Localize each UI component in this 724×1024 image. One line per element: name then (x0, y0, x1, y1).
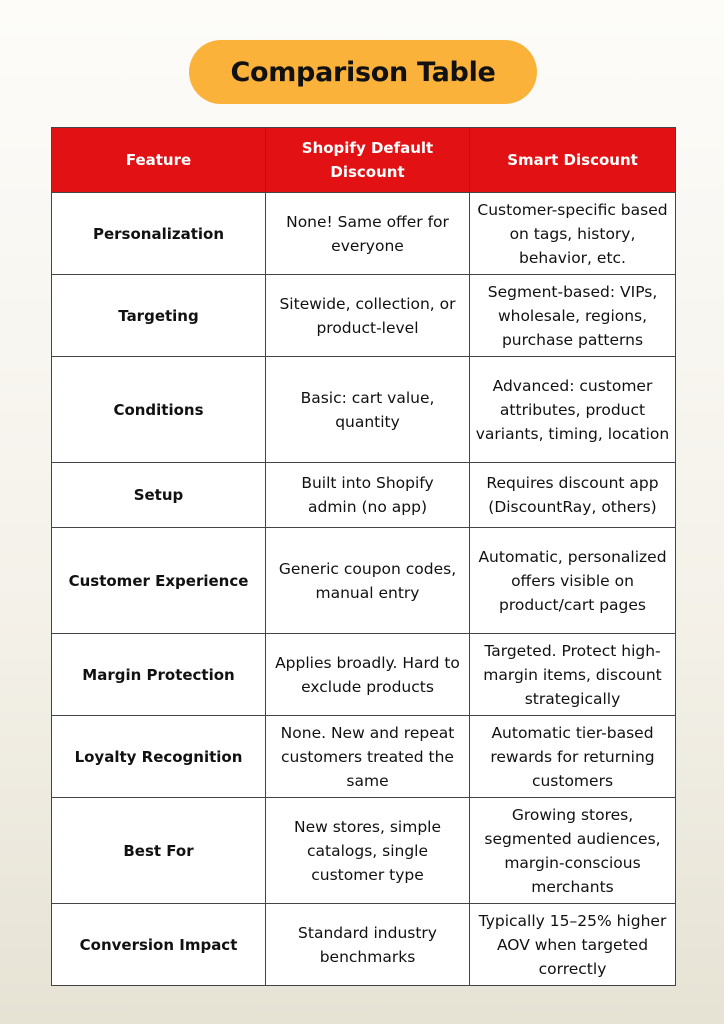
header-shopify-default-discount: Shopify Default Discount (266, 128, 470, 193)
smart-discount-cell: Advanced: customer attributes, product variants, timing, location (470, 357, 676, 463)
table-row (52, 716, 676, 798)
page-title: Comparison Table (230, 56, 496, 88)
feature-cell: Loyalty Recognition (52, 716, 266, 798)
feature-cell: Conditions (52, 357, 266, 463)
table-row (52, 275, 676, 357)
title-banner (189, 40, 537, 104)
default-discount-cell: New stores, simple catalogs, single customer type (266, 798, 470, 904)
table-row (52, 634, 676, 716)
feature-cell: Margin Protection (52, 634, 266, 716)
table-row (52, 798, 676, 904)
feature-cell: Best For (52, 798, 266, 904)
table-row (52, 357, 676, 463)
table-row (52, 528, 676, 634)
table-row (52, 193, 676, 275)
feature-cell: Personalization (52, 193, 266, 275)
smart-discount-cell: Segment-based: VIPs, wholesale, regions, purchase patterns (470, 275, 676, 357)
table-header-row (52, 128, 676, 193)
default-discount-cell: Applies broadly. Hard to exclude products (266, 634, 470, 716)
comparison-table (51, 127, 676, 986)
default-discount-cell: Basic: cart value, quantity (266, 357, 470, 463)
default-discount-cell: Generic coupon codes, manual entry (266, 528, 470, 634)
smart-discount-cell: Growing stores, segmented audiences, margin-conscious merchants (470, 798, 676, 904)
smart-discount-cell: Automatic, personalized offers visible on product/cart pages (470, 528, 676, 634)
feature-cell: Customer Experience (52, 528, 266, 634)
smart-discount-cell: Typically 15–25% higher AOV when targeted correctly (470, 904, 676, 986)
default-discount-cell: Built into Shopify admin (no app) (266, 463, 470, 528)
default-discount-cell: None. New and repeat customers treated the same (266, 716, 470, 798)
smart-discount-cell: Requires discount app (DiscountRay, others) (470, 463, 676, 528)
default-discount-cell: Standard industry benchmarks (266, 904, 470, 986)
feature-cell: Targeting (52, 275, 266, 357)
table-row (52, 904, 676, 986)
table-row (52, 463, 676, 528)
smart-discount-cell: Targeted. Protect high-margin items, discount strategically (470, 634, 676, 716)
smart-discount-cell: Customer-specific based on tags, history, behavior, etc. (470, 193, 676, 275)
default-discount-cell: Sitewide, collection, or product-level (266, 275, 470, 357)
header-feature: Feature (52, 128, 266, 193)
header-smart-discount: Smart Discount (470, 128, 676, 193)
default-discount-cell: None! Same offer for everyone (266, 193, 470, 275)
smart-discount-cell: Automatic tier-based rewards for returning customers (470, 716, 676, 798)
feature-cell: Conversion Impact (52, 904, 266, 986)
feature-cell: Setup (52, 463, 266, 528)
